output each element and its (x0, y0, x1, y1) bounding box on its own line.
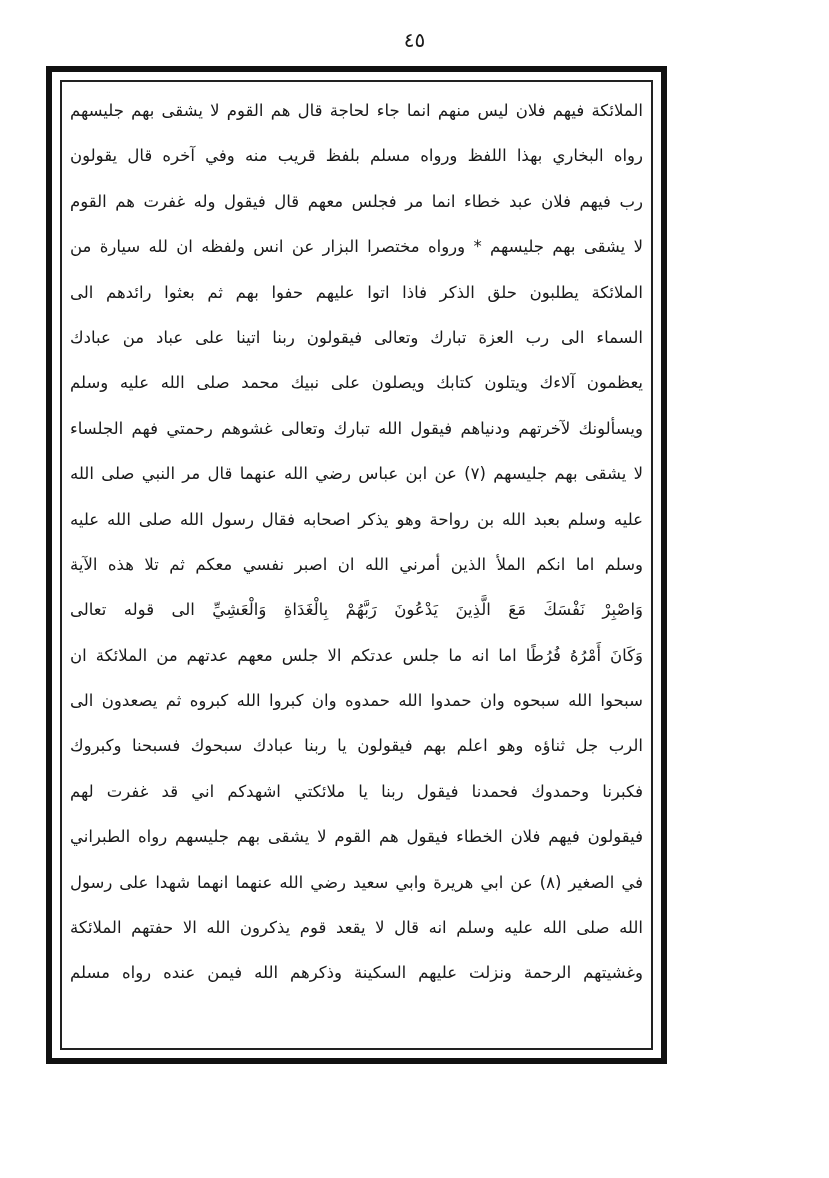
text-line: لا يشقى بهم جليسهم (٧) عن ابن عباس رضي الله عنهما قال مر النبي صلى الله (70, 464, 643, 484)
text-line: رواه البخاري بهذا اللفظ ورواه مسلم بلفظ قريب منه وفي آخره قال يقولون (70, 146, 643, 166)
text-line: وَاصْبِرْ نَفْسَكَ مَعَ الَّذِينَ يَدْعُونَ رَبَّهُمْ بِالْغَدَاةِ وَالْعَشِيِّ الى قوله تعالى (70, 600, 643, 620)
text-line: الملائكة فيهم فلان ليس منهم انما جاء لحاجة قال هم القوم لا يشقى بهم جليسهم (70, 101, 643, 120)
text-line: عليه وسلم بعبد الله بن رواحة وهو يذكر اصحابه فقال رسول الله صلى الله عليه (70, 509, 643, 529)
text-line: ويسألونك لآخرتهم ودنياهم فيقول الله تبارك وتعالى غشوهم رحمتي فهم الجلساء (70, 418, 643, 438)
text-line: السماء الى رب العزة تبارك وتعالى فيقولون ربنا اتينا على عباد من عبادك (70, 327, 643, 347)
text-line: الملائكة يطلبون حلق الذكر فاذا اتوا عليهم حفوا بهم ثم بعثوا رائدهم الى (70, 282, 643, 302)
text-line: وَكَانَ أَمْرُهُ فُرُطًا اما انه ما جلس عدتكم الا جلس معهم عدتهم من الملائكة ان (70, 645, 643, 665)
text-line: رب فيهم فلان عبد خطاء انما مر فجلس معهم قال فيقول وله غفرت هم القوم (70, 191, 643, 211)
body-text (70, 88, 643, 1043)
text-line: يعظمون آلاءك ويتلون كتابك ويصلون على نبيك محمد صلى الله عليه وسلم (70, 373, 643, 393)
text-line: فكبرنا وحمدوك فحمدنا فيقول ربنا يا ملائكتي اشهدكم اني قد غفرت لهم (70, 781, 643, 801)
text-line: وسلم اما انكم الملأ الذين أمرني الله ان اصبر نفسي معكم ثم تلا هذه الآية (70, 554, 643, 574)
text-line: فيقولون فيهم فلان الخطاء فيقول هم القوم لا يشقى بهم جليسهم رواه الطبراني (70, 827, 643, 847)
text-line: لا يشقى بهم جليسهم * ورواه مختصرا البزار عن انس ولفظه ان لله سيارة من (70, 237, 643, 257)
text-line: في الصغير (٨) عن ابي هريرة وابي سعيد رضي الله عنهما انهما شهدا على رسول (70, 872, 643, 892)
text-line: الله صلى الله عليه وسلم انه قال لا يقعد قوم يذكرون الله الا حفتهم الملائكة (70, 918, 643, 938)
text-line: سبحوا الله سبحوه وان حمدوا الله حمدوه وان كبروا الله كبروه ثم يصعدون الى (70, 691, 643, 711)
text-line: الرب جل ثناؤه وهو اعلم بهم فيقولون يا ربنا عبادك سبحوك فسبحنا وكبروك (70, 736, 643, 756)
page-number: ٤٥ (403, 28, 426, 52)
text-line: وغشيتهم الرحمة ونزلت عليهم السكينة وذكرهم الله فيمن عنده رواه مسلم (70, 963, 643, 983)
